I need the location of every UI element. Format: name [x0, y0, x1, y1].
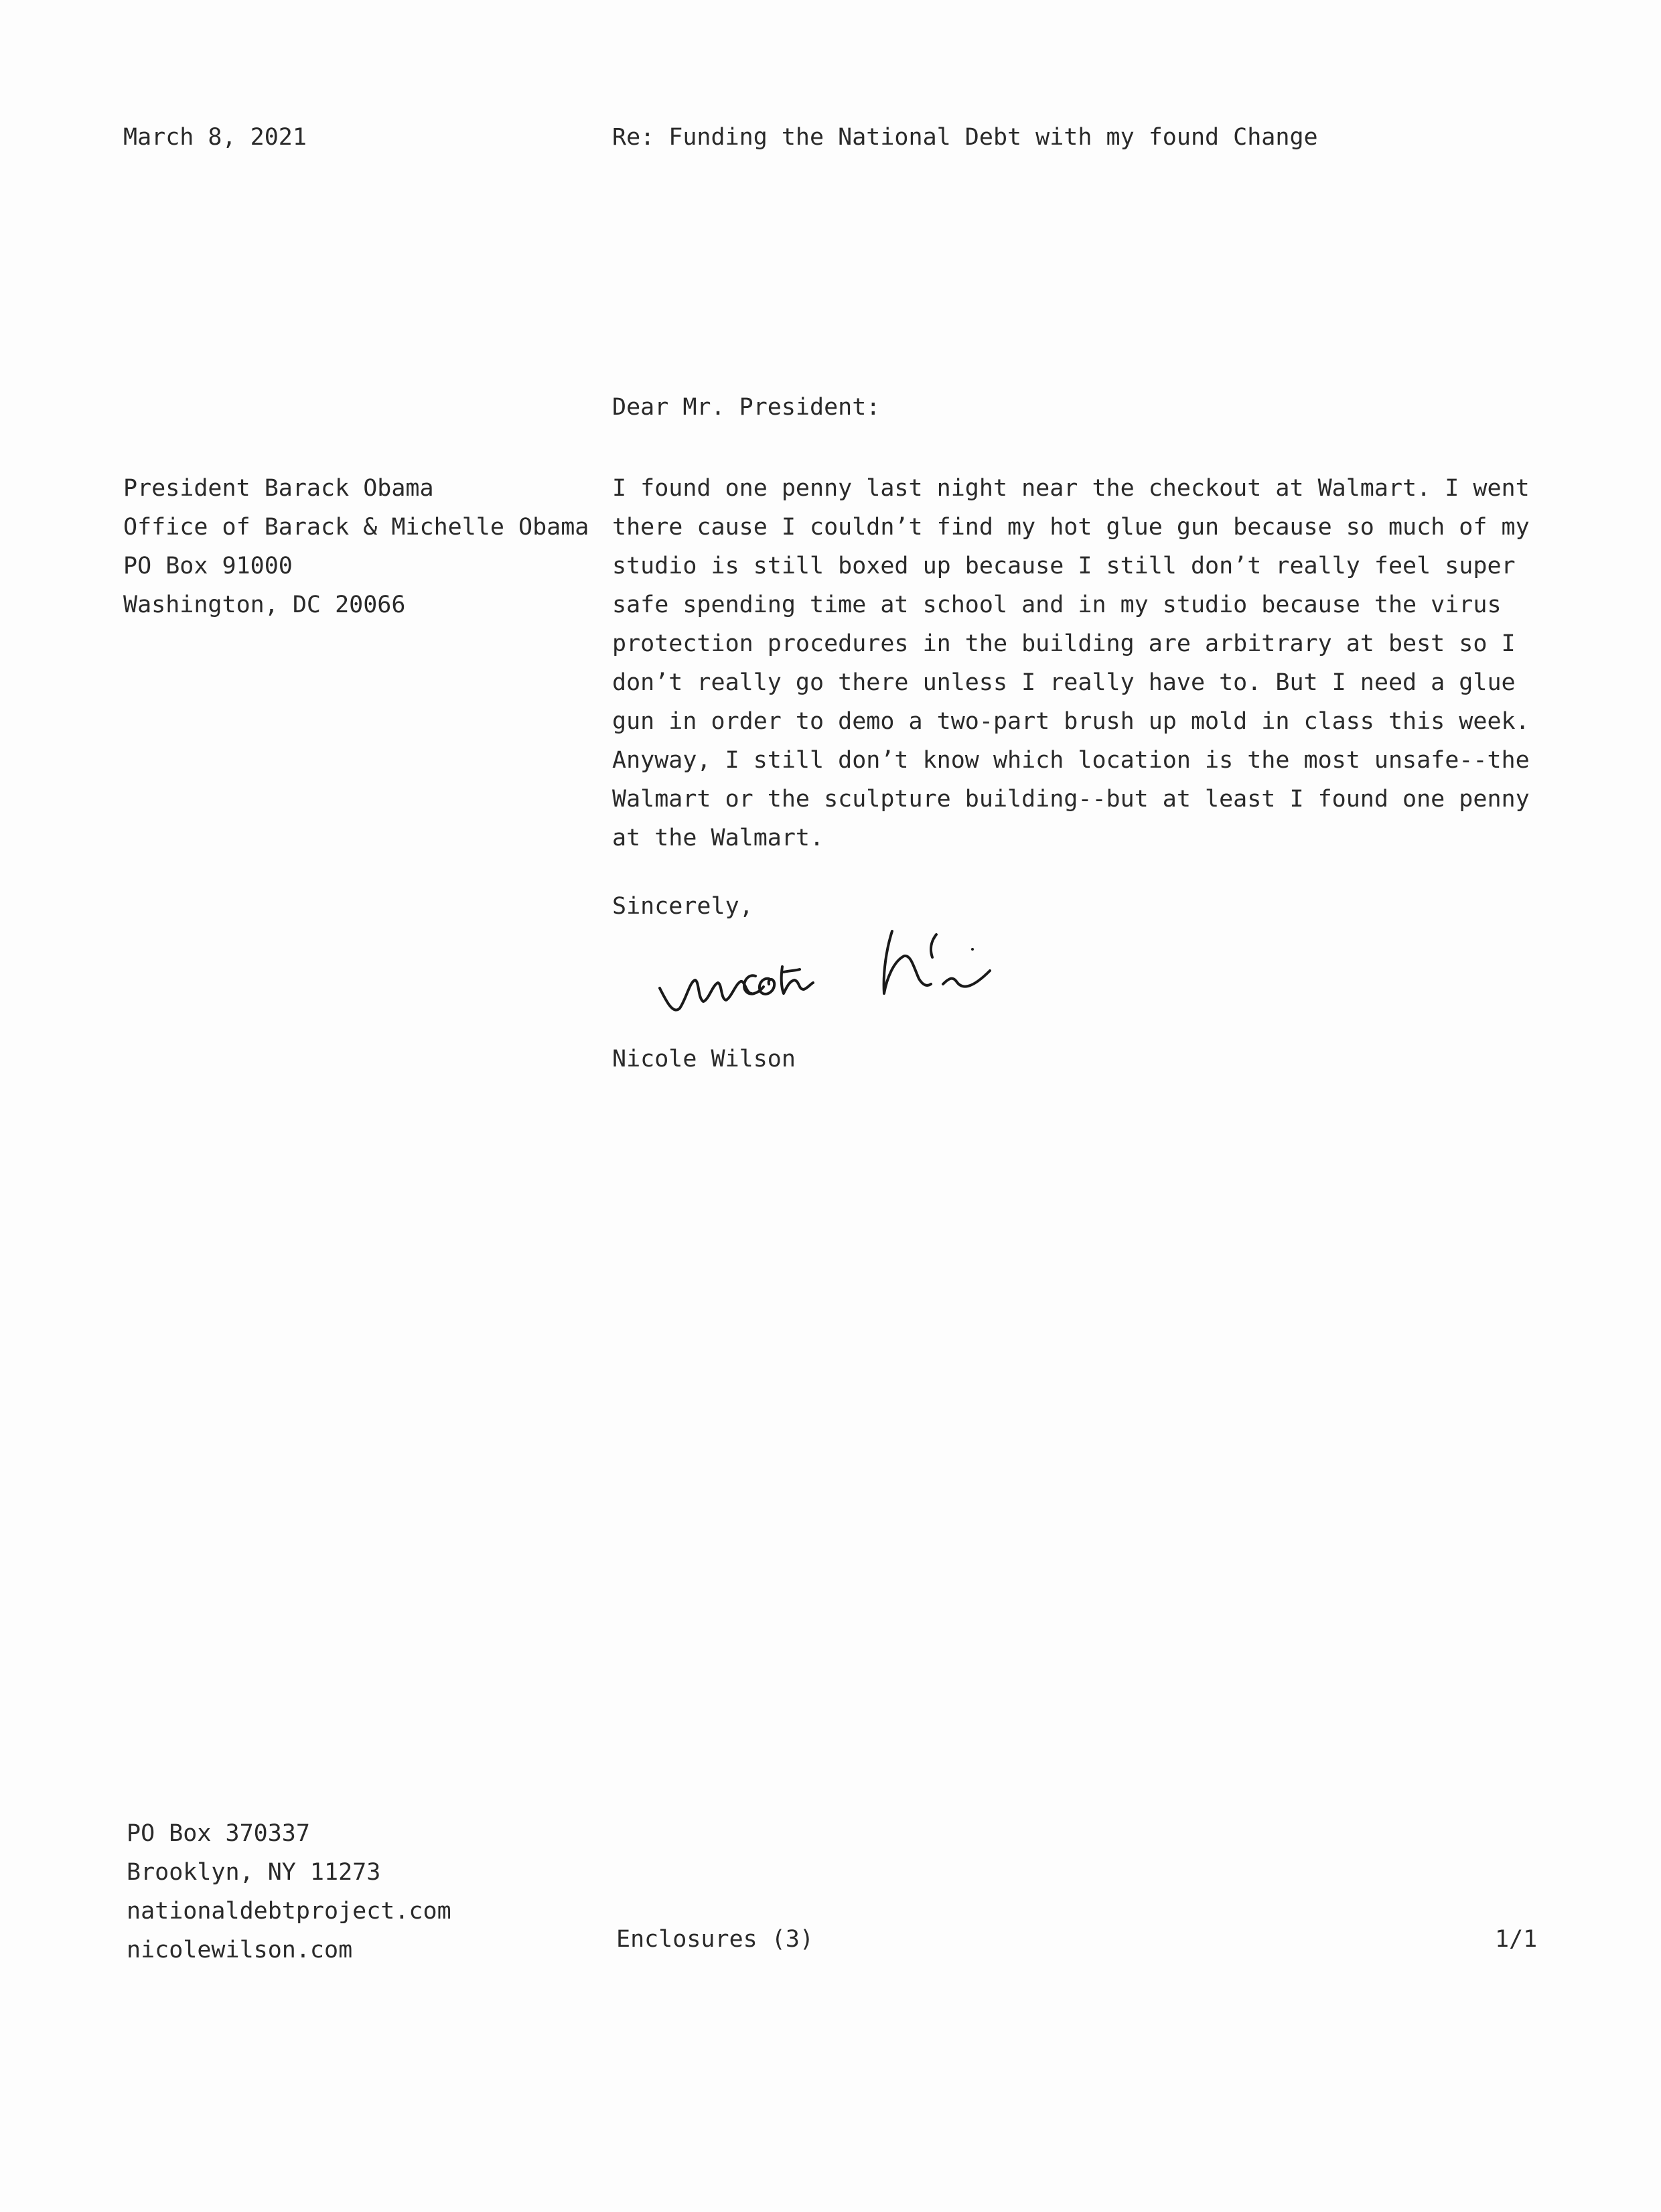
sender-address	[127, 1814, 451, 1969]
body-line: Walmart or the sculpture building--but at least I found one penny	[612, 786, 1530, 813]
body-line: there cause I couldn’t find my hot glue gun because so much of my	[612, 514, 1530, 541]
salutation: Dear Mr. President:	[612, 394, 881, 421]
signer-name: Nicole Wilson	[612, 1046, 796, 1073]
sender-website: nationaldebtproject.com	[127, 1898, 451, 1925]
body-line: I found one penny last night near the checkout at Walmart. I went	[612, 475, 1530, 502]
body-line: at the Walmart.	[612, 825, 824, 851]
recipient-line: Washington, DC 20066	[123, 592, 406, 618]
recipient-address	[123, 469, 589, 624]
body-line: Anyway, I still don’t know which location is the most unsafe--the	[612, 747, 1530, 774]
sender-line: Brooklyn, NY 11273	[127, 1859, 381, 1886]
signature-drawing	[656, 914, 1045, 1032]
body-line: gun in order to demo a two-part brush up mold in class this week.	[612, 708, 1530, 735]
closing: Sincerely,	[612, 893, 753, 920]
handwritten-signature	[656, 914, 1045, 1032]
recipient-line: Office of Barack & Michelle Obama	[123, 514, 589, 541]
recipient-line: President Barack Obama	[123, 475, 434, 502]
letter-body	[612, 469, 1530, 857]
subject-line: Re: Funding the National Debt with my found Change	[612, 124, 1318, 151]
body-line: don’t really go there unless I really have to. But I need a glue	[612, 669, 1516, 696]
body-line: safe spending time at school and in my studio because the virus	[612, 592, 1502, 618]
page-number: 1/1	[1495, 1926, 1538, 1953]
sender-line: PO Box 370337	[127, 1820, 310, 1847]
recipient-line: PO Box 91000	[123, 553, 293, 579]
body-line: studio is still boxed up because I still don’t really feel super	[612, 553, 1516, 579]
body-line: protection procedures in the building are arbitrary at best so I	[612, 630, 1516, 657]
sender-website: nicolewilson.com	[127, 1937, 353, 1963]
letter-date: March 8, 2021	[123, 124, 307, 151]
enclosures-note: Enclosures (3)	[616, 1926, 814, 1953]
